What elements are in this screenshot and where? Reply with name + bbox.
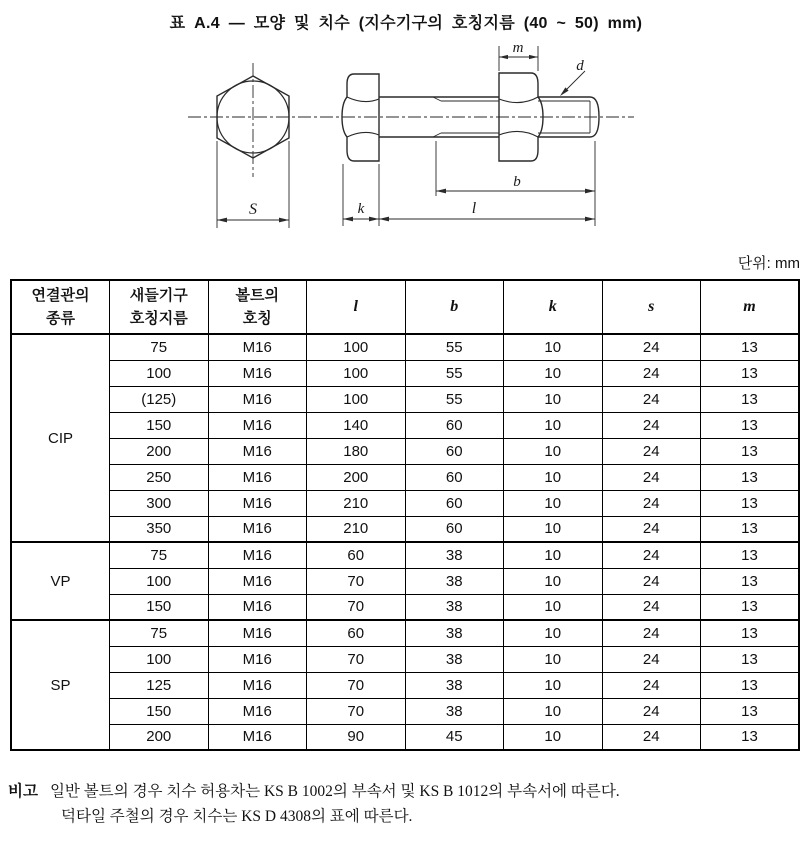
col-header-s: s — [602, 280, 701, 334]
table-cell: 24 — [602, 620, 701, 646]
table-cell: 70 — [307, 698, 406, 724]
table-cell: 150 — [110, 594, 209, 620]
table-cell: M16 — [208, 516, 307, 542]
note-line-2: 덕타일 주철의 경우 치수는 KS D 4308의 표에 따른다. — [61, 808, 413, 825]
table-cell: M16 — [208, 412, 307, 438]
k-dimension-label: k — [357, 201, 365, 217]
table-row — [11, 568, 799, 594]
table-row — [11, 594, 799, 620]
table-cell: 55 — [405, 386, 504, 412]
table-cell: 13 — [701, 334, 800, 360]
table-cell: 38 — [405, 646, 504, 672]
table-row — [11, 542, 799, 568]
table-cell: 13 — [701, 542, 800, 568]
table-cell: 38 — [405, 698, 504, 724]
table-cell: 210 — [307, 516, 406, 542]
s-arrow-right — [279, 218, 289, 223]
table-cell: (125) — [110, 386, 209, 412]
table-cell: 38 — [405, 620, 504, 646]
table-cell: 70 — [307, 568, 406, 594]
table-cell: 75 — [110, 542, 209, 568]
table-row — [11, 490, 799, 516]
col-header-saddle-diameter: 새들기구 호칭지름 — [110, 280, 209, 334]
k-arrow-left — [343, 217, 353, 222]
l-arrow-right — [585, 217, 595, 222]
table-cell: 13 — [701, 412, 800, 438]
col-header-l: l — [307, 280, 406, 334]
table-cell: 10 — [504, 594, 603, 620]
table-cell: 24 — [602, 412, 701, 438]
table-cell: 24 — [602, 646, 701, 672]
table-cell: 60 — [405, 464, 504, 490]
table-row — [11, 646, 799, 672]
table-cell: M16 — [208, 672, 307, 698]
dimension-table — [10, 279, 800, 751]
table-cell: 10 — [504, 620, 603, 646]
table-cell: 350 — [110, 516, 209, 542]
table-cell: 150 — [110, 698, 209, 724]
table-cell: 38 — [405, 542, 504, 568]
table-cell: 200 — [110, 438, 209, 464]
table-cell: 13 — [701, 438, 800, 464]
table-cell: 13 — [701, 568, 800, 594]
table-cell: 200 — [307, 464, 406, 490]
table-cell: 10 — [504, 542, 603, 568]
table-cell: 24 — [602, 672, 701, 698]
dimension-table-body — [11, 334, 799, 750]
table-cell: M16 — [208, 568, 307, 594]
d-dimension-label: d — [576, 58, 584, 74]
table-cell: M16 — [208, 490, 307, 516]
pipe-type-cell: VP — [11, 542, 110, 620]
table-cell: 24 — [602, 516, 701, 542]
table-cell: 24 — [602, 360, 701, 386]
bolt-head-profile — [342, 74, 379, 161]
table-cell: M16 — [208, 646, 307, 672]
note-label: 비고 — [8, 783, 38, 800]
table-cell: 10 — [504, 490, 603, 516]
table-cell: 100 — [110, 568, 209, 594]
unit-label: 단위: mm — [737, 255, 800, 272]
remark-note — [8, 779, 804, 829]
table-cell: M16 — [208, 360, 307, 386]
table-cell: 38 — [405, 672, 504, 698]
col-header-bolt-designation: 볼트의 호칭 — [208, 280, 307, 334]
table-row — [11, 412, 799, 438]
table-cell: 10 — [504, 646, 603, 672]
s-arrow-left — [217, 218, 227, 223]
table-cell: 10 — [504, 724, 603, 750]
l-dimension-label: l — [471, 200, 477, 217]
table-cell: 180 — [307, 438, 406, 464]
table-cell: 24 — [602, 386, 701, 412]
table-cell: 60 — [307, 542, 406, 568]
table-cell: M16 — [208, 386, 307, 412]
dimension-table-header — [11, 280, 799, 334]
table-cell: 60 — [405, 516, 504, 542]
table-cell: 60 — [405, 412, 504, 438]
table-cell: 300 — [110, 490, 209, 516]
table-cell: 100 — [307, 334, 406, 360]
table-cell: 24 — [602, 490, 701, 516]
table-cell: 10 — [504, 464, 603, 490]
m-arrow-right — [529, 55, 538, 59]
table-cell: 250 — [110, 464, 209, 490]
table-cell: 125 — [110, 672, 209, 698]
table-cell: 45 — [405, 724, 504, 750]
table-cell: 38 — [405, 568, 504, 594]
table-cell: 55 — [405, 334, 504, 360]
table-cell: 10 — [504, 412, 603, 438]
table-cell: M16 — [208, 542, 307, 568]
table-cell: 24 — [602, 438, 701, 464]
table-cell: M16 — [208, 724, 307, 750]
table-row — [11, 698, 799, 724]
table-cell: M16 — [208, 698, 307, 724]
table-cell: 100 — [307, 386, 406, 412]
table-cell: 100 — [307, 360, 406, 386]
table-row — [11, 516, 799, 542]
m-arrow-left — [499, 55, 508, 59]
table-cell: 10 — [504, 698, 603, 724]
table-cell: 13 — [701, 490, 800, 516]
table-cell: 13 — [701, 646, 800, 672]
table-cell: 24 — [602, 464, 701, 490]
table-cell: 13 — [701, 360, 800, 386]
table-cell: 10 — [504, 334, 603, 360]
table-cell: 70 — [307, 594, 406, 620]
note-text-1: 일반 볼트의 경우 치수 허용차는 KS B 1002의 부속서 및 KS B 1012의 부속서에 따른다. — [49, 783, 620, 800]
table-title: 표 A.4 — 모양 및 치수 (지수기구의 호칭지름 (40 ~ 50) mm) — [169, 15, 643, 32]
table-row — [11, 334, 799, 360]
table-cell: 70 — [307, 646, 406, 672]
table-cell: 10 — [504, 360, 603, 386]
table-cell: 13 — [701, 464, 800, 490]
col-header-pipe-type: 연결관의 종류 — [11, 280, 110, 334]
table-cell: M16 — [208, 620, 307, 646]
table-row — [11, 464, 799, 490]
table-cell: 38 — [405, 594, 504, 620]
col-header-m: m — [701, 280, 800, 334]
table-cell: 10 — [504, 516, 603, 542]
table-cell: M16 — [208, 464, 307, 490]
table-cell: 75 — [110, 334, 209, 360]
note-line-1 — [8, 779, 804, 804]
table-row — [11, 724, 799, 750]
table-cell: 150 — [110, 412, 209, 438]
bolt-technical-drawing — [0, 0, 812, 250]
table-cell: 24 — [602, 568, 701, 594]
table-cell: 10 — [504, 568, 603, 594]
table-cell: 10 — [504, 438, 603, 464]
table-cell: 24 — [602, 724, 701, 750]
table-row — [11, 620, 799, 646]
table-cell: 24 — [602, 334, 701, 360]
pipe-type-cell: CIP — [11, 334, 110, 542]
table-cell: 60 — [307, 620, 406, 646]
col-header-k: k — [504, 280, 603, 334]
table-cell: 75 — [110, 620, 209, 646]
table-cell: 100 — [110, 646, 209, 672]
pipe-type-cell: SP — [11, 620, 110, 750]
table-cell: 24 — [602, 594, 701, 620]
table-cell: 13 — [701, 698, 800, 724]
m-dimension-label: m — [512, 40, 524, 56]
table-cell: 10 — [504, 672, 603, 698]
l-arrow-left — [379, 217, 389, 222]
table-cell: 13 — [701, 724, 800, 750]
table-cell: 55 — [405, 360, 504, 386]
table-cell: 13 — [701, 672, 800, 698]
table-cell: 13 — [701, 620, 800, 646]
table-cell: 70 — [307, 672, 406, 698]
table-cell: M16 — [208, 334, 307, 360]
table-cell: 13 — [701, 386, 800, 412]
table-cell: M16 — [208, 594, 307, 620]
table-cell: 24 — [602, 698, 701, 724]
table-cell: 60 — [405, 490, 504, 516]
table-cell: 90 — [307, 724, 406, 750]
b-arrow-left — [436, 189, 446, 194]
table-cell: 140 — [307, 412, 406, 438]
table-row — [11, 672, 799, 698]
table-cell: 60 — [405, 438, 504, 464]
header-row — [11, 280, 799, 334]
table-cell: 100 — [110, 360, 209, 386]
b-dimension-label: b — [513, 174, 521, 190]
b-arrow-right — [585, 189, 595, 194]
table-cell: 24 — [602, 542, 701, 568]
table-cell: 13 — [701, 516, 800, 542]
table-cell: M16 — [208, 438, 307, 464]
table-cell: 200 — [110, 724, 209, 750]
table-cell: 210 — [307, 490, 406, 516]
table-row — [11, 360, 799, 386]
k-arrow-right — [369, 217, 379, 222]
table-row — [11, 386, 799, 412]
col-header-b: b — [405, 280, 504, 334]
table-cell: 13 — [701, 594, 800, 620]
s-dimension-label: S — [249, 201, 257, 218]
table-cell: 10 — [504, 386, 603, 412]
table-row — [11, 438, 799, 464]
